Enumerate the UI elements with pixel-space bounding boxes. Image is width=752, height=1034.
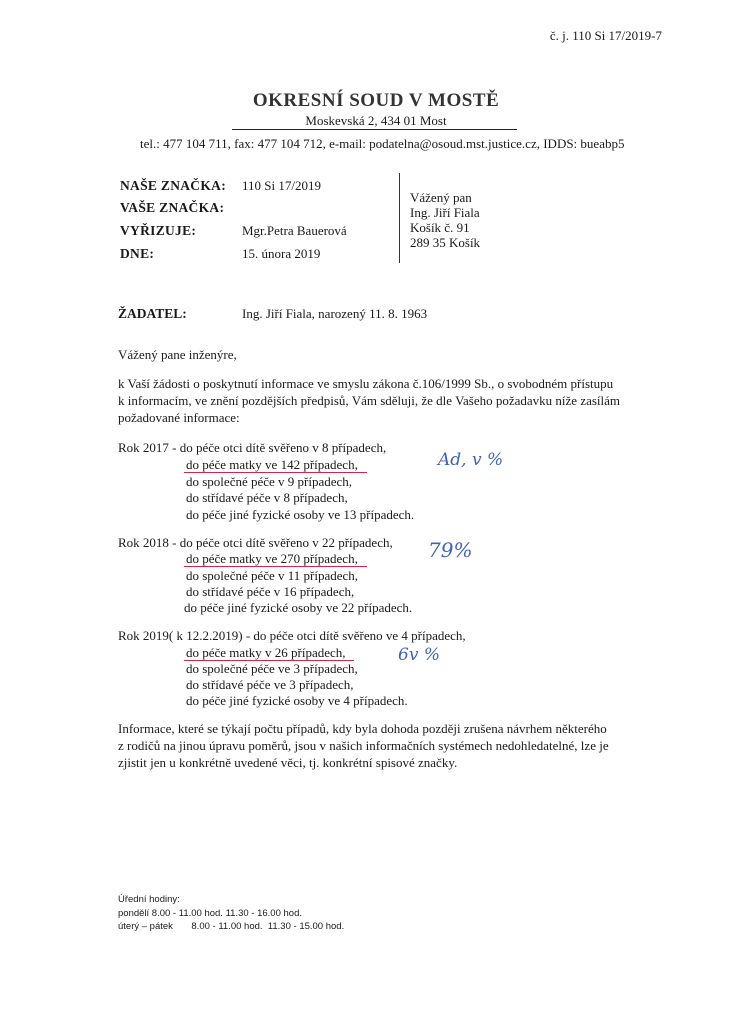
stats-2018-line-5: do péče jiné fyzické osoby ve 22 případech. — [184, 600, 413, 615]
case-reference: č. j. 110 Si 17/2019-7 — [549, 28, 662, 43]
your-reference-label: VAŠE ZNAČKA: — [120, 200, 225, 215]
stats-2017-line-4: do střídavé péče v 8 případech, — [186, 490, 348, 505]
addressee-line-3: Košík č. 91 — [410, 220, 470, 235]
requester-value: Ing. Jiří Fiala, narozený 11. 8. 1963 — [242, 306, 428, 321]
stats-2019-line-3: do společné péče ve 3 případech, — [186, 661, 358, 676]
addressee-line-2: Ing. Jiří Fiala — [410, 205, 480, 220]
stats-2017-line-3: do společné péče v 9 případech, — [186, 474, 353, 489]
stats-2018-line-1: Rok 2018 - do péče otci dítě svěřeno v 22 případech, — [118, 535, 393, 550]
court-name: OKRESNÍ SOUD V MOSTĚ — [252, 90, 500, 111]
our-reference-label: NAŠE ZNAČKA: — [120, 178, 226, 193]
requester-label: ŽADATEL: — [118, 306, 187, 321]
stats-2019-line-4: do střídavé péče ve 3 případech, — [186, 677, 354, 692]
red-underline-2017 — [184, 472, 367, 473]
court-address: Moskevská 2, 434 01 Most — [305, 113, 447, 128]
handwritten-note-2017: Ad, v % — [438, 450, 504, 470]
date-label: DNE: — [120, 246, 155, 261]
header-divider — [232, 129, 517, 130]
stats-2018-line-3: do společné péče v 11 případech, — [186, 568, 359, 583]
our-reference-value: 110 Si 17/2019 — [242, 178, 321, 193]
stats-2018-line-2: do péče matky ve 270 případech, — [186, 551, 358, 566]
handled-by-value: Mgr.Petra Bauerová — [242, 223, 347, 238]
intro-line-3: požadované informace: — [118, 410, 240, 425]
salutation: Vážený pane inženýre, — [118, 347, 237, 362]
addressee-line-1: Vážený pan — [410, 190, 472, 205]
stats-2018-line-4: do střídavé péče v 16 případech, — [186, 584, 355, 599]
office-hours-title: Úřední hodiny: — [118, 894, 180, 905]
intro-line-2: k informacím, ve znění pozdějších předpisů, Vám sděluji, že dle Vašeho požadavku níže zasílám — [118, 393, 621, 408]
office-hours-monday: pondělí 8.00 - 11.00 hod. 11.30 - 16.00 hod. — [118, 908, 302, 919]
handled-by-label: VYŘIZUJE: — [120, 223, 197, 238]
address-divider — [399, 173, 400, 263]
stats-2019-line-2: do péče matky v 26 případech, — [186, 645, 346, 660]
addressee-line-4: 289 35 Košík — [410, 235, 481, 250]
handwritten-note-2018: 79% — [428, 538, 473, 562]
stats-2019-line-1: Rok 2019( k 12.2.2019) - do péče otci dítě svěřeno ve 4 případech, — [118, 628, 466, 643]
stats-2017-line-2: do péče matky ve 142 případech, — [186, 457, 358, 472]
closing-line-2: z rodičů na jinou úpravu poměrů, jsou v našich informačních systémech nedohledatelné, lze je — [118, 738, 609, 753]
handwritten-note-2019: 6v % — [398, 645, 440, 665]
closing-line-3: zjistit jen u konkrétně uvedené věci, tj. konkrétní spisové značky. — [118, 755, 458, 770]
stats-2019-line-5: do péče jiné fyzické osoby ve 4 případech. — [186, 693, 408, 708]
date-value: 15. února 2019 — [242, 246, 321, 261]
intro-line-1: k Vaší žádosti o poskytnutí informace ve smyslu zákona č.106/1999 Sb., o svobodném přístupu — [118, 376, 614, 391]
court-contact-line: tel.: 477 104 711, fax: 477 104 712, e-mail: podatelna@osoud.mst.justice.cz, IDDS: bueabp5 — [140, 136, 625, 151]
office-hours-tue-fri: úterý – pátek 8.00 - 11.00 hod. 11.30 - 15.00 hod. — [118, 921, 345, 932]
closing-line-1: Informace, které se týkají počtu případů, kdy byla dohoda později zrušena návrhem některého — [118, 721, 607, 736]
stats-2017-line-5: do péče jiné fyzické osoby ve 13 případech. — [186, 507, 415, 522]
stats-2017-line-1: Rok 2017 - do péče otci dítě svěřeno v 8 případech, — [118, 440, 387, 455]
red-underline-2018 — [184, 566, 367, 567]
